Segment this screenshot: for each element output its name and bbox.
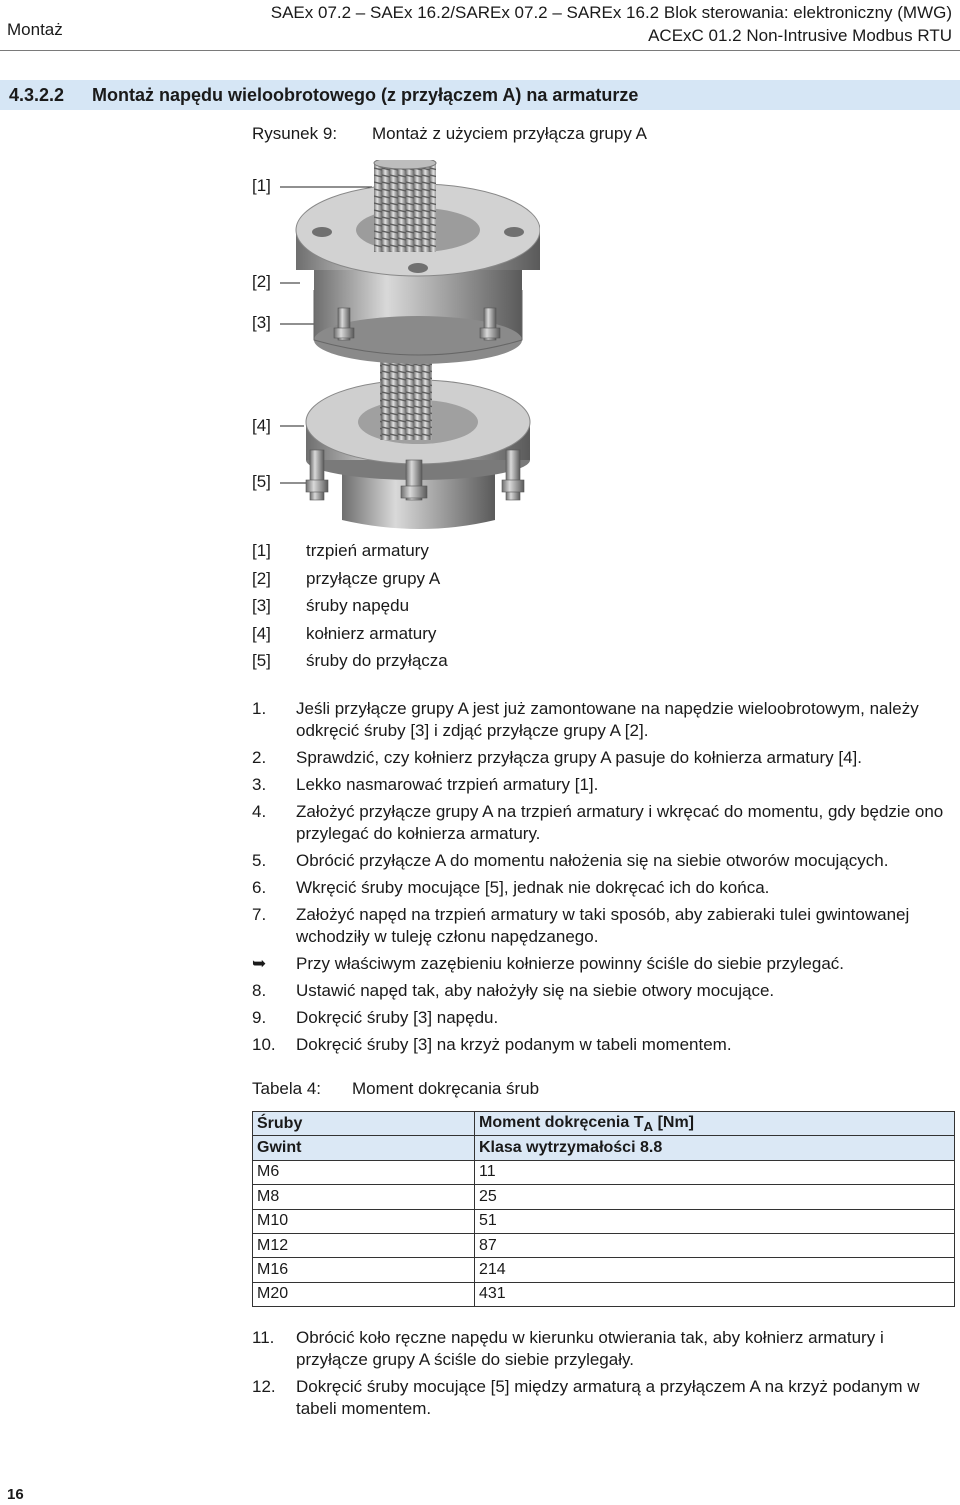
step-item xyxy=(252,904,956,948)
step-number: 5. xyxy=(252,851,267,870)
figure-title: Montaż z użyciem przyłącza grupy A xyxy=(372,124,647,143)
torque-cell: 87 xyxy=(475,1233,955,1257)
step-item xyxy=(252,980,956,1002)
step-text: Dokręcić śruby [3] na krzyż podanym w tabeli momentem. xyxy=(296,1035,732,1054)
result-arrow-icon: ➥ xyxy=(252,954,267,973)
callout-4: [4] xyxy=(252,416,271,435)
step-text: Lekko nasmarować trzpień armatury [1]. xyxy=(296,775,599,794)
torque-cell: 214 xyxy=(475,1258,955,1282)
step-item xyxy=(252,747,956,769)
step-item xyxy=(252,850,956,872)
legend-desc: kołnierz armatury xyxy=(306,623,437,643)
legend-ref: [3] xyxy=(252,596,271,615)
step-number: 6. xyxy=(252,878,267,897)
installation-steps xyxy=(252,698,956,1061)
callout-3: [3] xyxy=(252,313,271,332)
step-text: Dokręcić śruby [3] napędu. xyxy=(296,1008,499,1027)
step-number: 7. xyxy=(252,905,267,924)
table-caption xyxy=(0,1079,960,1103)
header-product-line1: SAEx 07.2 – SAEx 16.2/SAREx 07.2 – SAREx 16.2 Blok sterowania: elektroniczny (MWG) xyxy=(270,3,952,22)
step-number: 2. xyxy=(252,748,267,767)
step-text: Obrócić koło ręczne napędu w kierunku otwierania tak, aby kołnierz armatury i przyłącze grupy A ściśle do siebie przylegały. xyxy=(296,1328,884,1369)
section-number: 4.3.2.2 xyxy=(9,85,65,105)
step-number: 11. xyxy=(252,1328,275,1347)
step-text: Przy właściwym zazębieniu kołnierze powinny ściśle do siebie przylegać. xyxy=(296,954,845,973)
header-rule xyxy=(0,50,960,51)
header-cell: Gwint xyxy=(253,1136,475,1160)
legend-desc: śruby napędu xyxy=(306,596,410,615)
thread-cell: M6 xyxy=(253,1160,475,1184)
legend-desc: przyłącze grupy A xyxy=(306,568,441,588)
table-row xyxy=(253,1185,955,1209)
torque-cell: 51 xyxy=(475,1209,955,1233)
step-text: Dokręcić śruby mocujące [5] między armaturą a przyłączem A na krzyż podanym w tabeli momentem. xyxy=(296,1377,920,1418)
step-text: Wkręcić śruby mocujące [5], jednak nie dokręcać ich do końca. xyxy=(296,878,770,897)
callout-1: [1] xyxy=(252,176,271,195)
step-number: 1. xyxy=(252,699,267,718)
header-text: Moment dokręcenia T xyxy=(479,1113,644,1131)
step-text: Założyć napęd na trzpień armatury w taki sposób, aby zabieraki tulei gwintowanej wchodziły w tuleję członu napędzanego. xyxy=(296,905,910,946)
table-row xyxy=(253,1160,955,1184)
torque-table xyxy=(252,1111,955,1307)
header-chapter: Montaż xyxy=(7,20,63,39)
legend-ref: [2] xyxy=(252,568,271,588)
step-item xyxy=(252,698,956,742)
figure-caption xyxy=(0,124,960,148)
step-item xyxy=(252,1034,956,1056)
thread-cell: M16 xyxy=(253,1258,475,1282)
step-text: Ustawić napęd tak, aby nałożyły się na siebie otwory mocujące. xyxy=(296,981,775,1000)
thread-cell: M8 xyxy=(253,1185,475,1209)
thread-cell: M12 xyxy=(253,1233,475,1257)
page-number: 16 xyxy=(7,1486,24,1503)
step-item xyxy=(252,1007,956,1029)
torque-cell: 11 xyxy=(475,1160,955,1184)
step-text: Jeśli przyłącze grupy A jest już zamontowane na napędzie wieloobrotowym, należy odkręcić śruby [3] i zdjąć przyłącze grupy A [2]. xyxy=(296,699,919,740)
header-product-line2: ACExC 01.2 Non-Intrusive Modbus RTU xyxy=(648,26,952,45)
header-cell xyxy=(475,1112,955,1136)
valve-stem xyxy=(374,162,436,252)
step-number: 12. xyxy=(252,1377,276,1396)
section-title: Montaż napędu wieloobrotowego (z przyłączem A) na armaturze xyxy=(92,85,639,105)
torque-cell: 25 xyxy=(475,1185,955,1209)
header-cell: Klasa wytrzymałości 8.8 xyxy=(475,1136,955,1160)
installation-steps-continued xyxy=(252,1327,956,1425)
table-title: Moment dokręcania śrub xyxy=(352,1079,540,1098)
legend-desc: trzpień armatury xyxy=(306,541,429,560)
lower-stem xyxy=(380,360,432,440)
step-item xyxy=(252,801,956,845)
legend-ref: [1] xyxy=(252,541,271,560)
table-row xyxy=(253,1282,955,1306)
table-row xyxy=(253,1233,955,1257)
step-text: Założyć przyłącze grupy A na trzpień armatury i wkręcać do momentu, gdy będzie ono przylegać do kołnierza armatury. xyxy=(296,802,944,843)
step-item xyxy=(252,1327,956,1371)
step-text: Sprawdzić, czy kołnierz przyłącza grupy A pasuje do kołnierza armatury [4]. xyxy=(296,748,862,767)
step-number: 3. xyxy=(252,775,267,794)
step-number: 9. xyxy=(252,1008,267,1027)
table-header-row xyxy=(253,1136,955,1160)
section-heading xyxy=(0,80,960,110)
step-number: 10. xyxy=(252,1035,276,1054)
step-text: Obrócić przyłącze A do momentu nałożenia się na siebie otworów mocujących. xyxy=(296,851,889,870)
callout-2: [2] xyxy=(252,272,271,291)
thread-cell: M10 xyxy=(253,1209,475,1233)
figure-label: Rysunek 9: xyxy=(252,124,338,143)
step-item xyxy=(252,774,956,796)
legend-ref: [5] xyxy=(252,651,271,670)
step-number: 8. xyxy=(252,981,267,1000)
header-unit: [Nm] xyxy=(653,1113,695,1131)
torque-cell: 431 xyxy=(475,1282,955,1306)
callout-5: [5] xyxy=(252,472,271,491)
thread-cell: M20 xyxy=(253,1282,475,1306)
table-row xyxy=(253,1258,955,1282)
header-subscript: A xyxy=(643,1118,654,1134)
table-header-row xyxy=(253,1112,955,1136)
header-cell: Śruby xyxy=(253,1112,475,1136)
legend-ref: [4] xyxy=(252,623,271,643)
step-item xyxy=(252,1376,956,1420)
table-row xyxy=(253,1209,955,1233)
legend-desc: śruby do przyłącza xyxy=(306,651,448,670)
step-result xyxy=(252,953,956,975)
step-item xyxy=(252,877,956,899)
valve-coupling-illustration xyxy=(270,160,540,535)
step-number: 4. xyxy=(252,802,267,821)
table-label: Tabela 4: xyxy=(252,1079,321,1098)
header-product xyxy=(271,1,952,47)
